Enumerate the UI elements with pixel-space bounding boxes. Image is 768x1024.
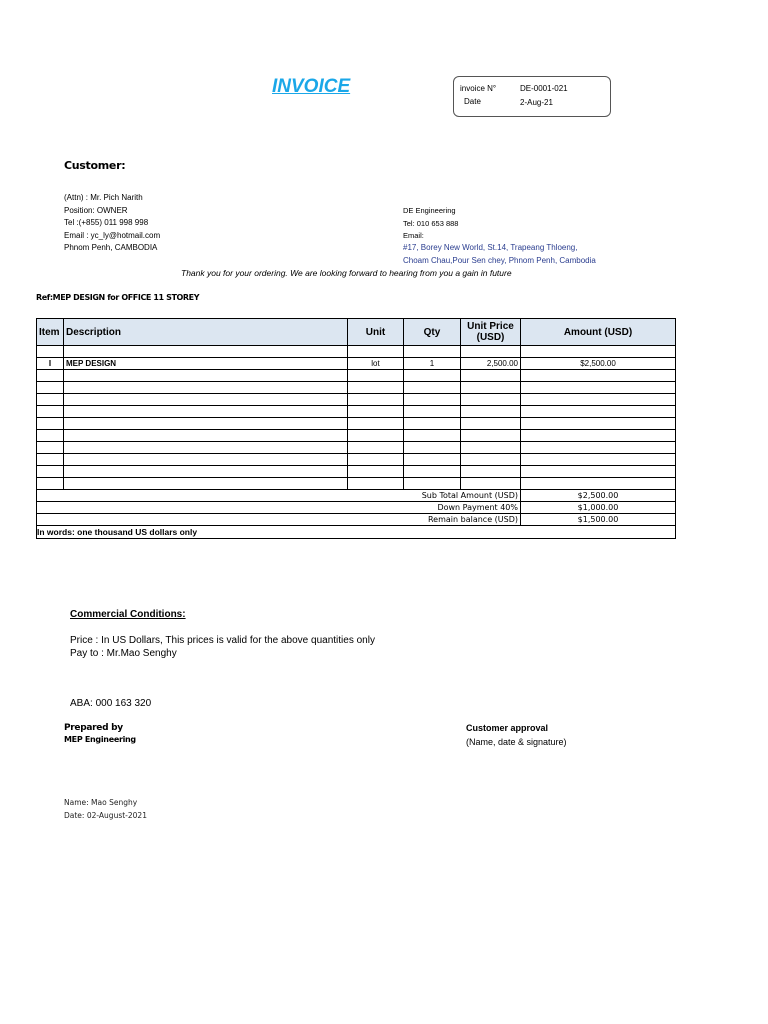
signatory-date: Date: 02-August-2021 (64, 811, 147, 820)
col-header-unit: Unit (348, 319, 404, 346)
table-empty-row (37, 418, 676, 430)
price-condition: Price : In US Dollars, This prices is valid for the above quantities only (70, 635, 375, 646)
table-header-row (37, 319, 676, 346)
col-header-item: Item (37, 319, 64, 346)
table-row (37, 358, 676, 370)
customer-approval-label: Customer approval (466, 723, 549, 733)
invoice-date-value: 2-Aug-21 (520, 98, 553, 107)
table-empty-row (37, 454, 676, 466)
invoice-number-label: invoice N° (460, 84, 497, 93)
customer-city: Phnom Penh, CAMBODIA (64, 243, 158, 252)
prepared-by-company: MEP Engineering (64, 735, 136, 744)
company-address-line1: #17, Borey New World, St.14, Trapeang Thloeng, (403, 243, 578, 252)
invoice-info-box (453, 76, 611, 117)
subtotal-label: Sub Total Amount (USD) (37, 490, 521, 502)
remain-balance-value: $1,500.00 (521, 514, 676, 526)
customer-position: Position: OWNER (64, 206, 128, 215)
invoice-title: INVOICE (272, 76, 351, 97)
invoice-table (36, 318, 676, 539)
prepared-by-label: Prepared by (64, 723, 123, 733)
aba-account: ABA: 000 163 320 (70, 698, 152, 709)
row-qty: 1 (404, 358, 461, 370)
table-empty-row (37, 382, 676, 394)
thank-you-note: Thank you for your ordering. We are looking forward to hearing from you a gain in future (181, 268, 512, 278)
invoice-date-label: Date (464, 97, 481, 106)
company-address-line2: Choam Chau,Pour Sen chey, Phnom Penh, Cambodia (403, 256, 596, 265)
table-empty-row (37, 370, 676, 382)
in-words-row (37, 526, 676, 539)
subtotal-value: $2,500.00 (521, 490, 676, 502)
commercial-conditions-heading: Commercial Conditions: (70, 609, 186, 620)
company-tel: Tel: 010 653 888 (403, 219, 459, 228)
table-empty-row (37, 430, 676, 442)
col-header-amount: Amount (USD) (521, 319, 676, 346)
row-item: I (37, 358, 64, 370)
col-header-description: Description (64, 319, 348, 346)
row-amount: $2,500.00 (521, 358, 676, 370)
table-spacer-row (37, 346, 676, 358)
signatory-name: Name: Mao Senghy (64, 798, 138, 807)
customer-approval-note: (Name, date & signature) (466, 737, 567, 747)
table-empty-row (37, 466, 676, 478)
down-payment-value: $1,000.00 (521, 502, 676, 514)
remain-balance-row (37, 514, 676, 526)
row-unit-price: 2,500.00 (461, 358, 521, 370)
pay-to: Pay to : Mr.Mao Senghy (70, 648, 177, 659)
amount-in-words: In words: one thousand US dollars only (37, 526, 676, 539)
customer-tel: Tel :(+855) 011 998 998 (64, 218, 149, 227)
customer-heading: Customer: (64, 159, 126, 172)
row-unit: lot (348, 358, 404, 370)
down-payment-row (37, 502, 676, 514)
table-empty-row (37, 478, 676, 490)
table-empty-row (37, 394, 676, 406)
col-header-qty: Qty (404, 319, 461, 346)
company-name: DE Engineering (403, 206, 456, 215)
reference-line: Ref:MEP DESIGN for OFFICE 11 STOREY (36, 293, 200, 302)
table-empty-row (37, 406, 676, 418)
customer-attn: (Attn) : Mr. Pich Narith (64, 193, 143, 202)
company-email: Email: (403, 231, 424, 240)
remain-balance-label: Remain balance (USD) (37, 514, 521, 526)
customer-email: Email : yc_ly@hotmail.com (64, 231, 161, 240)
col-header-unit-price: Unit Price (USD) (461, 319, 521, 346)
row-description: MEP DESIGN (64, 358, 348, 370)
table-empty-row (37, 442, 676, 454)
invoice-number-value: DE-0001-021 (520, 84, 568, 93)
down-payment-label: Down Payment 40% (37, 502, 521, 514)
subtotal-row (37, 490, 676, 502)
